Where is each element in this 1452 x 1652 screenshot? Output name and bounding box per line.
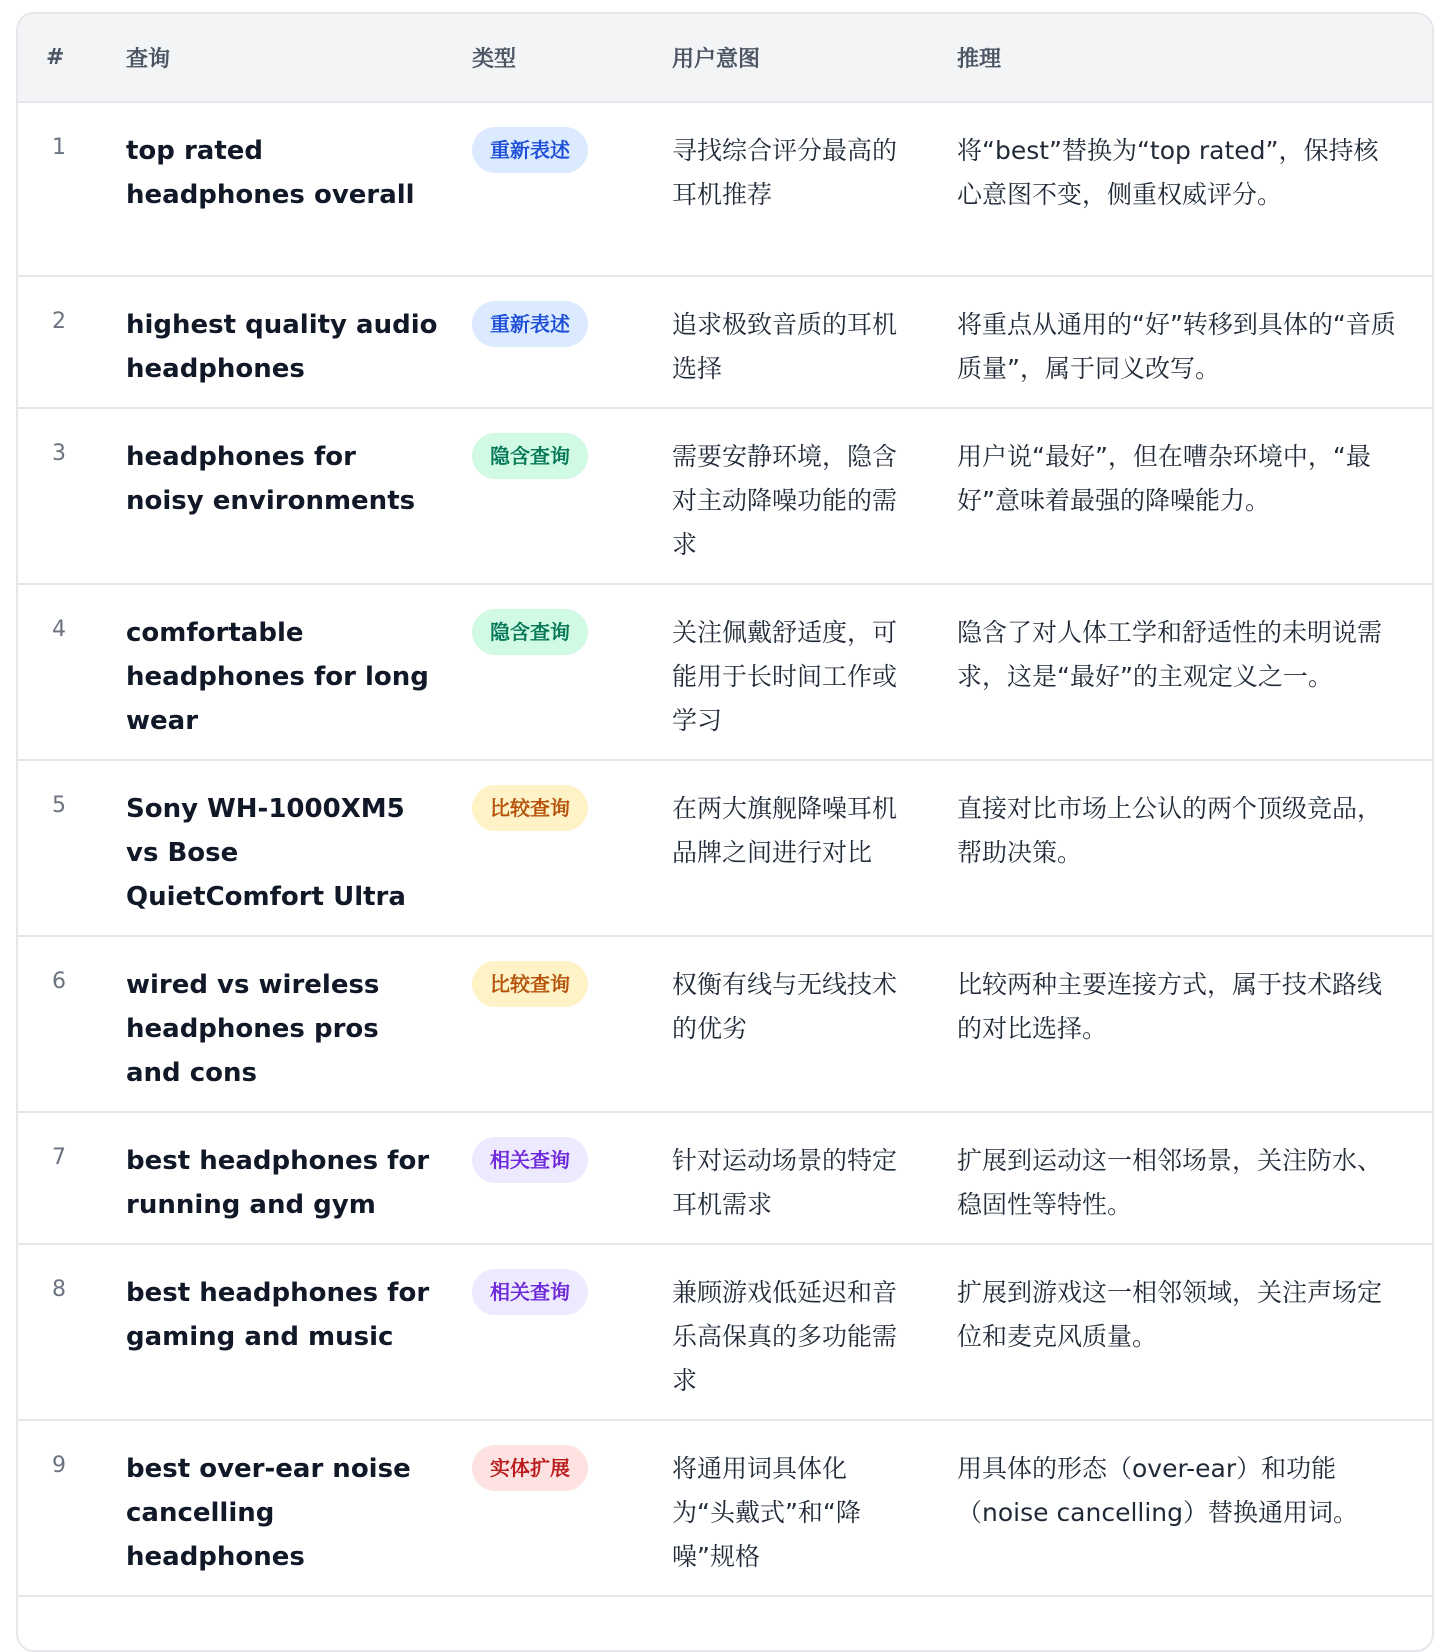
reasoning-text: 扩展到运动这一相邻场景，关注防水、稳固性等特性。 xyxy=(957,1112,1432,1244)
type-cell xyxy=(472,936,672,1112)
row-number: 7 xyxy=(18,1112,126,1244)
table-row xyxy=(18,1112,1432,1244)
type-badge: 比较查询 xyxy=(472,785,588,831)
table-body xyxy=(18,102,1432,1596)
reasoning-text: 将重点从通用的“好”转移到具体的“音质质量”，属于同义改写。 xyxy=(957,276,1432,408)
query-text: headphones for noisy environments xyxy=(126,408,472,584)
query-table-grid xyxy=(18,14,1432,1597)
type-badge: 相关查询 xyxy=(472,1269,588,1315)
intent-text: 针对运动场景的特定耳机需求 xyxy=(672,1112,957,1244)
type-cell xyxy=(472,584,672,760)
table-row xyxy=(18,276,1432,408)
table-row xyxy=(18,102,1432,276)
header-type: 类型 xyxy=(472,14,672,102)
intent-text: 将通用词具体化为“头戴式”和“降噪”规格 xyxy=(672,1420,957,1596)
intent-text: 需要安静环境，隐含对主动降噪功能的需求 xyxy=(672,408,957,584)
table-row xyxy=(18,1244,1432,1420)
reasoning-text: 用具体的形态（over-ear）和功能（noise cancelling）替换通用词。 xyxy=(957,1420,1432,1596)
query-text: wired vs wireless headphones pros and cons xyxy=(126,936,472,1112)
type-badge: 重新表述 xyxy=(472,301,588,347)
type-cell xyxy=(472,1420,672,1596)
row-number: 1 xyxy=(18,102,126,276)
table-row xyxy=(18,584,1432,760)
type-badge: 重新表述 xyxy=(472,127,588,173)
reasoning-text: 比较两种主要连接方式，属于技术路线的对比选择。 xyxy=(957,936,1432,1112)
reasoning-text: 用户说“最好”，但在嘈杂环境中，“最好”意味着最强的降噪能力。 xyxy=(957,408,1432,584)
type-cell xyxy=(472,276,672,408)
query-text: best headphones for gaming and music xyxy=(126,1244,472,1420)
header-num: # xyxy=(18,14,126,102)
row-number: 6 xyxy=(18,936,126,1112)
intent-text: 权衡有线与无线技术的优劣 xyxy=(672,936,957,1112)
reasoning-text: 将“best”替换为“top rated”，保持核心意图不变，侧重权威评分。 xyxy=(957,102,1432,276)
header-reasoning: 推理 xyxy=(957,14,1432,102)
row-number: 9 xyxy=(18,1420,126,1596)
reasoning-text: 扩展到游戏这一相邻领域，关注声场定位和麦克风质量。 xyxy=(957,1244,1432,1420)
type-cell xyxy=(472,1112,672,1244)
row-number: 8 xyxy=(18,1244,126,1420)
type-cell xyxy=(472,408,672,584)
intent-text: 在两大旗舰降噪耳机品牌之间进行对比 xyxy=(672,760,957,936)
header-intent: 用户意图 xyxy=(672,14,957,102)
intent-text: 寻找综合评分最高的耳机推荐 xyxy=(672,102,957,276)
query-text: best headphones for running and gym xyxy=(126,1112,472,1244)
row-number: 4 xyxy=(18,584,126,760)
table-header xyxy=(18,14,1432,102)
table-row xyxy=(18,936,1432,1112)
intent-text: 兼顾游戏低延迟和音乐高保真的多功能需求 xyxy=(672,1244,957,1420)
query-text: highest quality audio headphones xyxy=(126,276,472,408)
query-text: Sony WH-1000XM5 vs Bose QuietComfort Ultra xyxy=(126,760,472,936)
row-number: 3 xyxy=(18,408,126,584)
intent-text: 关注佩戴舒适度，可能用于长时间工作或学习 xyxy=(672,584,957,760)
type-badge: 相关查询 xyxy=(472,1137,588,1183)
type-badge: 比较查询 xyxy=(472,961,588,1007)
type-badge: 隐含查询 xyxy=(472,609,588,655)
intent-text: 追求极致音质的耳机选择 xyxy=(672,276,957,408)
type-cell xyxy=(472,1244,672,1420)
header-row xyxy=(18,14,1432,102)
table-row xyxy=(18,408,1432,584)
reasoning-text: 直接对比市场上公认的两个顶级竞品，帮助决策。 xyxy=(957,760,1432,936)
table-row xyxy=(18,760,1432,936)
header-query: 查询 xyxy=(126,14,472,102)
query-table xyxy=(16,12,1434,1652)
query-text: top rated headphones overall xyxy=(126,102,472,276)
type-badge: 实体扩展 xyxy=(472,1445,588,1491)
type-cell xyxy=(472,102,672,276)
table-row xyxy=(18,1420,1432,1596)
row-number: 2 xyxy=(18,276,126,408)
query-text: best over-ear noise cancelling headphones xyxy=(126,1420,472,1596)
row-number: 5 xyxy=(18,760,126,936)
query-text: comfortable headphones for long wear xyxy=(126,584,472,760)
reasoning-text: 隐含了对人体工学和舒适性的未明说需求，这是“最好”的主观定义之一。 xyxy=(957,584,1432,760)
type-cell xyxy=(472,760,672,936)
type-badge: 隐含查询 xyxy=(472,433,588,479)
